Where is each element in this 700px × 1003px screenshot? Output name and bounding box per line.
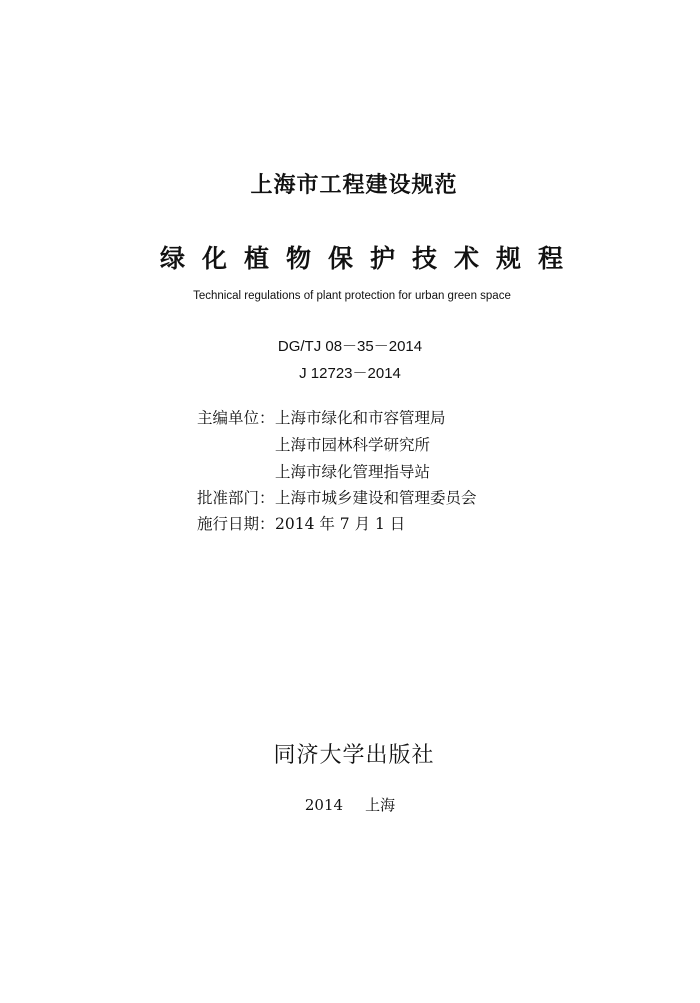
publication-place — [0, 794, 700, 815]
effective-date: 2014 年 7 月 1 日 — [275, 515, 406, 533]
english-title: Technical regulations of plant protection for urban green space — [193, 290, 511, 302]
main-title: 绿化植物保护技术规程 — [159, 244, 580, 273]
publisher: 同济大学出版社 — [273, 743, 435, 768]
effective-label: 施行日期： — [197, 515, 275, 533]
chief-editor-2: 上海市园林科学研究所 — [275, 436, 431, 454]
chief-editor-3: 上海市绿化管理指导站 — [275, 463, 431, 481]
chief-editor-row-3 — [197, 460, 430, 486]
approval-label: 批准部门： — [197, 489, 275, 507]
record-number: J 12723－2014 — [299, 365, 401, 382]
approval-dept: 上海市城乡建设和管理委员会 — [275, 489, 477, 507]
series-title: 上海市工程建设规范 — [250, 173, 458, 198]
approval-row — [197, 486, 477, 512]
standard-number: DG/TJ 08－35－2014 — [277, 338, 423, 355]
chief-editor-label: 主编单位： — [197, 409, 275, 427]
publication-city: 上海 — [365, 796, 396, 814]
chief-editor-row-1 — [197, 406, 446, 432]
chief-editor-row-2 — [197, 433, 430, 459]
chief-editor-1: 上海市绿化和市容管理局 — [275, 409, 446, 427]
publication-year: 2014 — [304, 796, 344, 814]
effective-row — [197, 512, 405, 538]
